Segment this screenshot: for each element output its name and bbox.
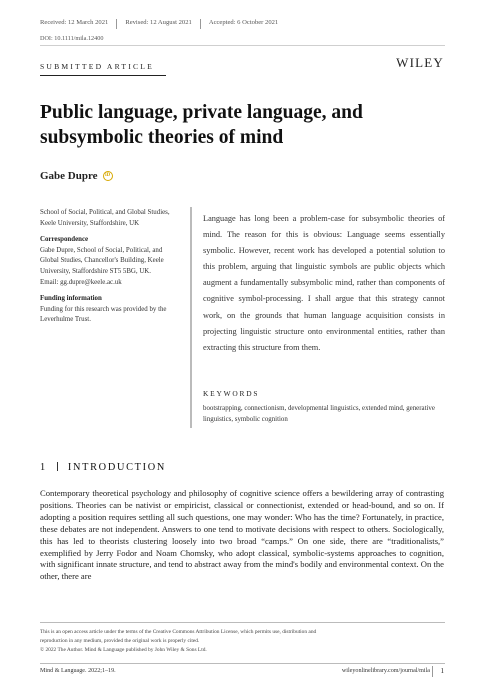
- introduction-paragraph: Contemporary theoretical psychology and philosophy of cognitive science offers a bewildering array of contrasting positions. Theories can be nativist or empiricist, classical or connectionist, extended or head-bound, and so on. If adopting a position requires settling all such questions, one may wonder: Who has the time? Fortunately, in practice, these debates are not independent. Answers to one tend to motivate decisions with respect to others. Sociologically, this has led to theorists clustering loosely into two broad “camps.” On one side, there are “traditionalists,” exemplified by Jerry Fodor and Noam Chomsky, who adopt classical, symbolic-systems approaches to cognition, with significant innate structure, and tend to abstract away from the mind's bodily and environmental context. On the other, there are: [40, 488, 444, 582]
- author-line: [40, 170, 113, 182]
- page-number: 1: [440, 667, 444, 675]
- correspondence-heading: Correspondence: [40, 236, 89, 244]
- copyright-line: © 2022 The Author. Mind & Language published by John Wiley & Sons Ltd.: [40, 647, 207, 653]
- footer-rule: [40, 622, 445, 623]
- keywords-list: bootstrapping, connectionism, developmental linguistics, extended mind, generative linguistics, symbolic cognition: [203, 405, 435, 423]
- journal-url[interactable]: wileyonlinelibrary.com/journal/mila: [341, 668, 430, 674]
- author-name[interactable]: Gabe Dupre: [40, 170, 98, 182]
- heading-bar: [57, 462, 58, 471]
- publisher-logo: WILEY: [396, 55, 444, 70]
- section-label: SUBMITTED ARTICLE: [40, 62, 154, 71]
- bottom-rule: [40, 663, 445, 664]
- license-notice: [40, 628, 445, 655]
- affiliation: School of Social, Political, and Global Studies, Keele University, Staffordshire, UK: [40, 209, 170, 227]
- section-number: 1: [40, 462, 47, 473]
- received-date: Received: 12 March 2021: [40, 19, 109, 26]
- date-separator: [200, 19, 201, 29]
- date-separator: [116, 19, 117, 29]
- page-separator: [432, 666, 433, 677]
- doi-link[interactable]: DOI: 10.1111/mila.12400: [40, 35, 104, 42]
- journal-citation: Mind & Language. 2022;1–19.: [40, 668, 116, 674]
- keywords-heading: KEYWORDS: [203, 389, 260, 398]
- correspondence-text: Gabe Dupre, School of Social, Political, and Global Studies, Chancellor's Building, Keele University, Staffordshire ST5 5BG, UK.: [40, 246, 164, 275]
- revised-date: Revised: 12 August 2021: [125, 19, 192, 26]
- license-line-1: This is an open access article under the terms of the Creative Commons Attribution License, which permits use, distribution and: [40, 629, 317, 635]
- accepted-date: Accepted: 6 October 2021: [208, 19, 279, 26]
- section-label-rule: [40, 75, 166, 76]
- author-info: [40, 208, 180, 326]
- header-rule: [40, 45, 445, 46]
- abstract-text: Language has long been a problem-case for subsymbolic theories of mind. The reason for this is obvious: Language seems essentially symbolic. However, recent work has developed a potential solution to this problem, arguing that linguistic symbols are public objects which augment a fundamentally subsymbolic mind, rather than components of cognitive symbol-processing. I shall argue that this strategy cannot work, on the grounds that human language acquisition consists in projecting linguistic structure onto environmental entities, rather than extracting this structure from them.: [203, 214, 445, 352]
- correspondence-email[interactable]: Email: gg.dupre@keele.ac.uk: [40, 278, 122, 286]
- article-title: Public language, private language, and subsymbolic theories of mind: [40, 102, 363, 148]
- abstract-side-rule: [190, 207, 192, 428]
- section-title: INTRODUCTION: [67, 462, 167, 473]
- funding-text: Funding for this research was provided by the Leverhulme Trust.: [40, 305, 167, 324]
- license-line-2: reproduction in any medium, provided the original work is properly cited.: [40, 638, 200, 644]
- introduction-heading: [40, 462, 166, 473]
- orcid-icon[interactable]: iD: [103, 171, 113, 181]
- funding-heading: Funding information: [40, 295, 102, 303]
- article-dates: [40, 19, 278, 29]
